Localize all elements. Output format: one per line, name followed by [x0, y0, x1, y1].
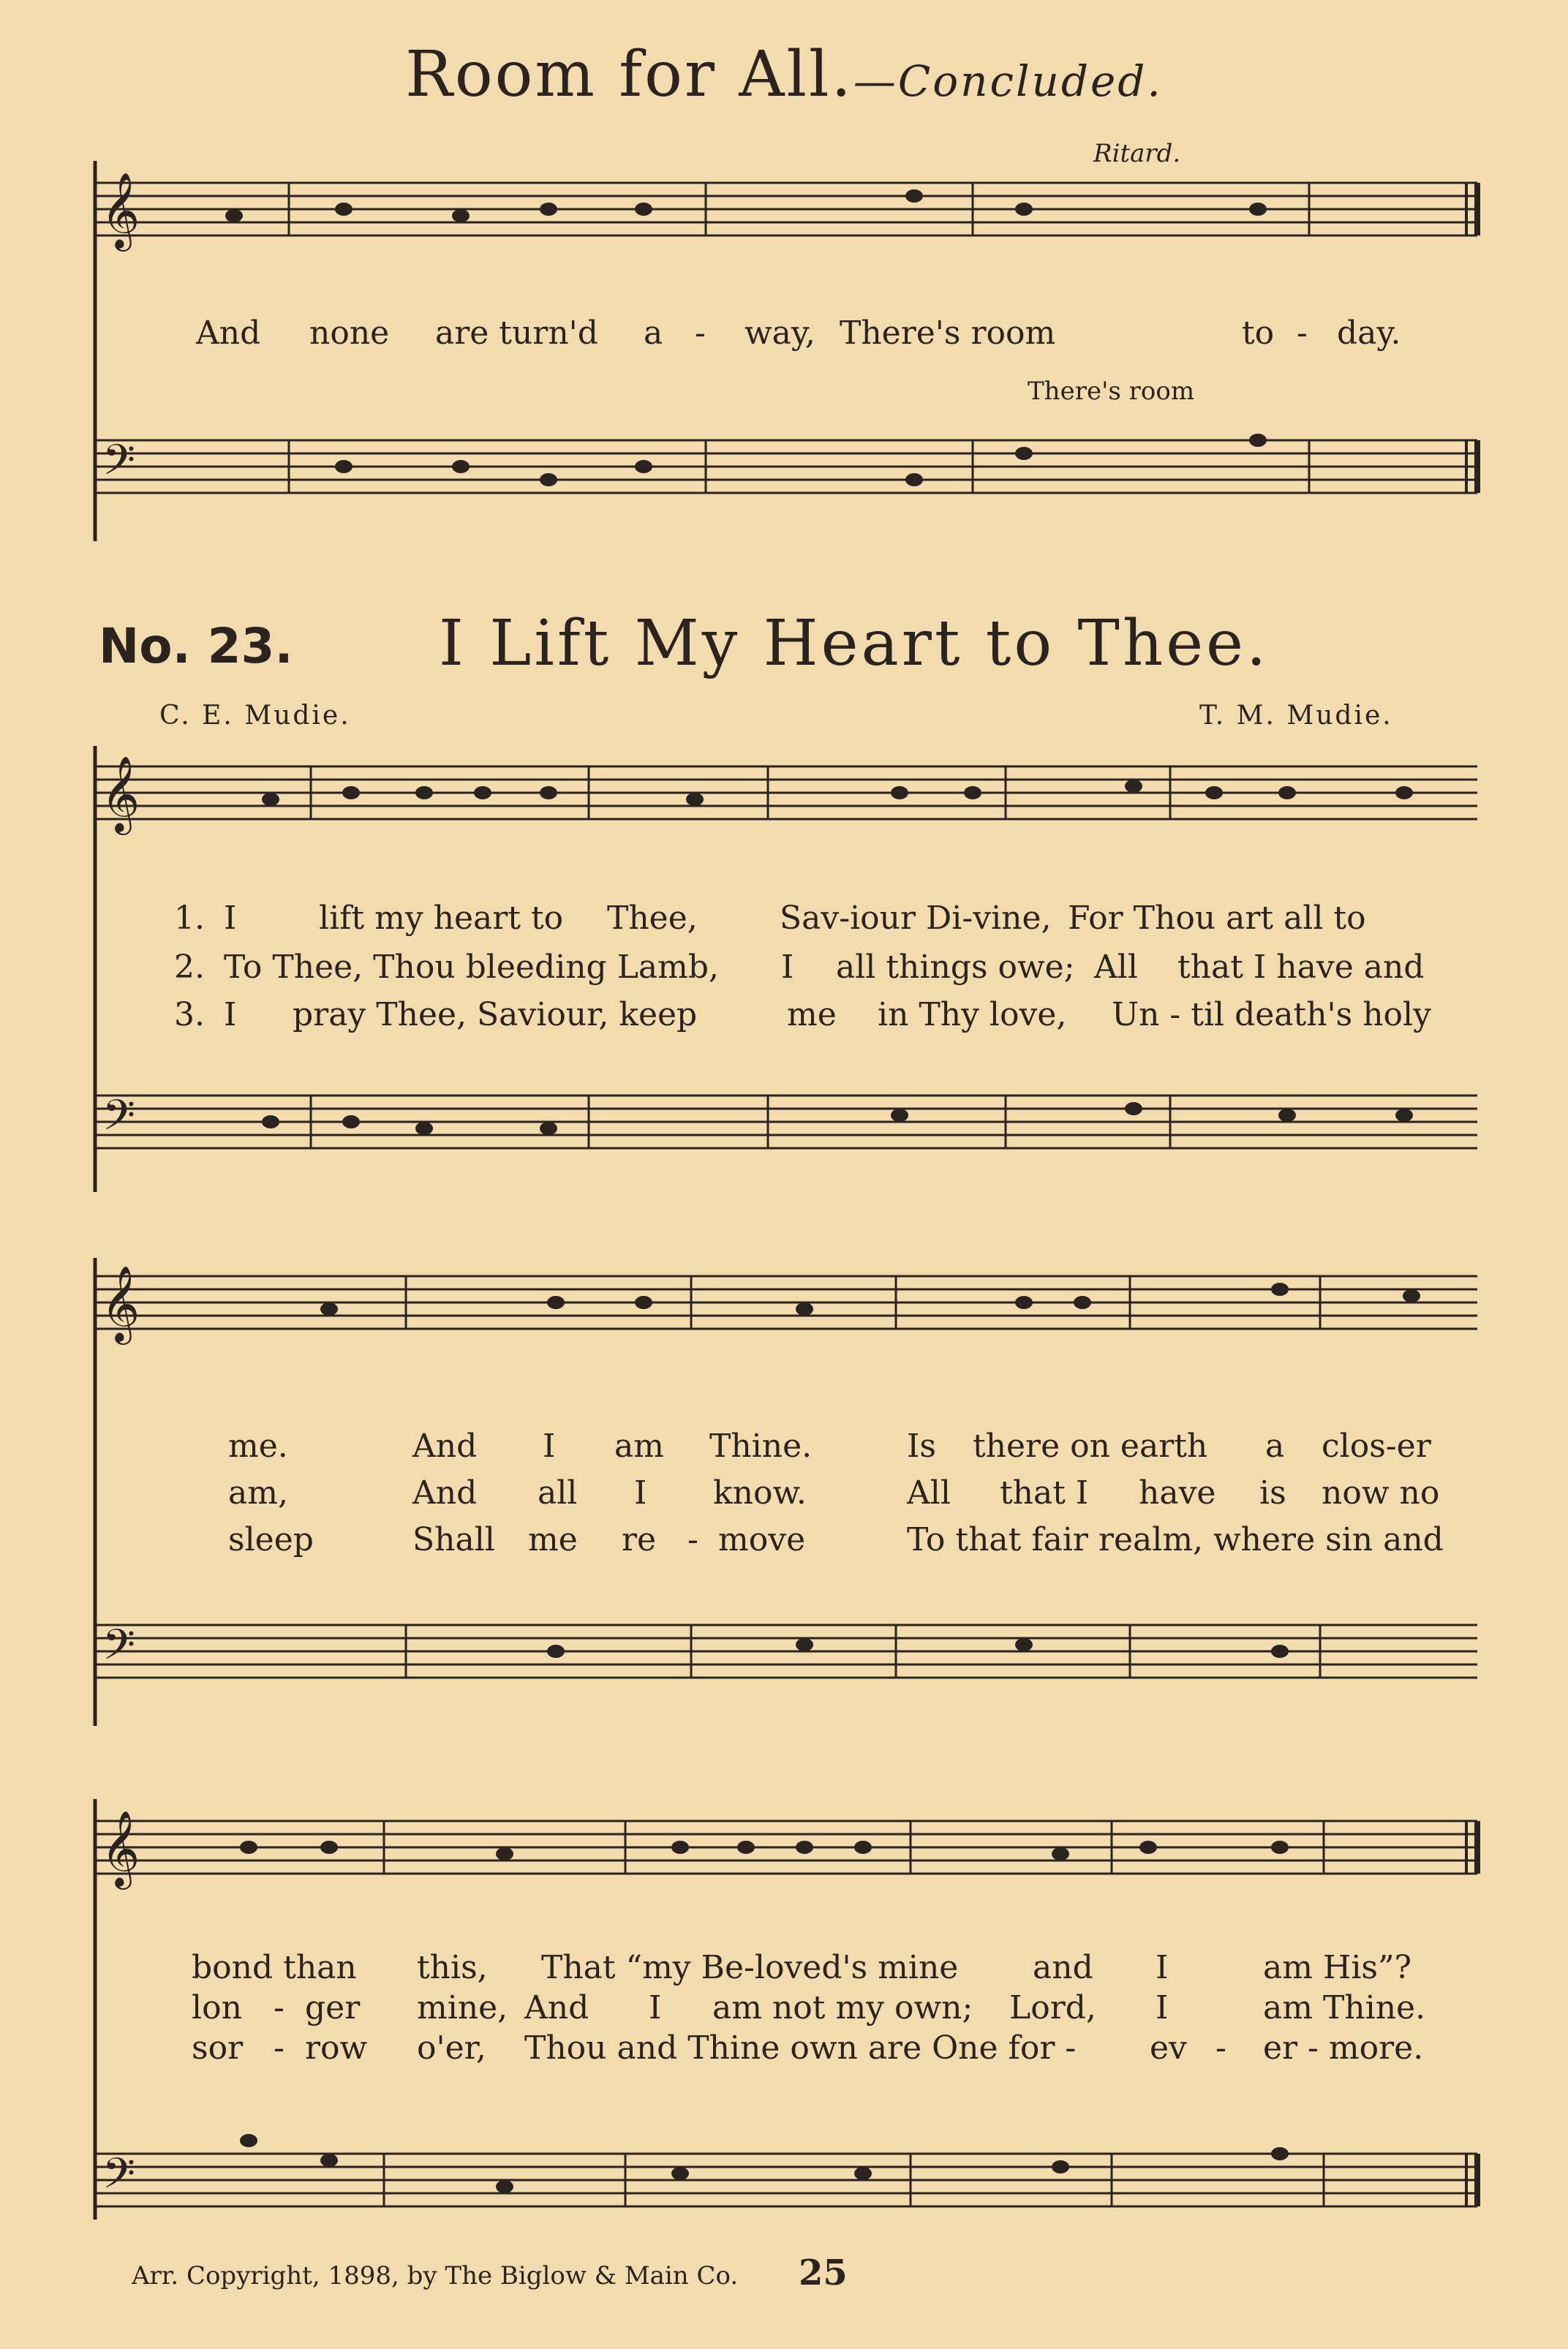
- bass-cue: There's room: [1028, 377, 1195, 406]
- bass-clef-icon: 𝄢: [102, 435, 136, 495]
- top-title: [0, 38, 1568, 111]
- bass-clef-icon: 𝄢: [102, 2149, 136, 2209]
- copyright-notice: Arr. Copyright, 1898, by The Biglow & Main Co.: [132, 2261, 739, 2290]
- treble-clef-icon: 𝄞: [101, 1810, 140, 1887]
- top-subtitle: —Concluded.: [853, 56, 1163, 106]
- treble-clef-icon: 𝄞: [101, 172, 140, 249]
- page-number: 25: [799, 2252, 848, 2293]
- hymn-title: I Lift My Heart to Thee.: [439, 607, 1270, 680]
- staff-top-treble: [95, 183, 1477, 235]
- treble-clef-icon: 𝄞: [101, 755, 140, 832]
- staff-top-bass: [95, 440, 1477, 493]
- staff-s1-bass: [95, 1096, 1477, 1148]
- staff-s3-treble: [95, 1821, 1477, 1874]
- words-credit: C. E. Mudie.: [159, 701, 351, 731]
- top-title-text: Room for All.: [405, 38, 853, 111]
- staff-s1-treble: [95, 766, 1477, 819]
- music-credit: T. M. Mudie.: [1199, 701, 1393, 731]
- barlines: [289, 183, 1324, 2206]
- treble-clef-icon: 𝄞: [101, 1265, 140, 1342]
- staff-s3-bass: [95, 2154, 1477, 2206]
- bass-clef-icon: 𝄢: [102, 1090, 136, 1150]
- tempo-mark: Ritard.: [1093, 139, 1181, 168]
- staff-s2-treble: [95, 1276, 1477, 1329]
- bass-clef-icon: 𝄢: [102, 1620, 136, 1680]
- note-heads: [225, 189, 1420, 2193]
- staff-s2-bass: [95, 1625, 1477, 1678]
- hymn-number: No. 23.: [99, 618, 293, 674]
